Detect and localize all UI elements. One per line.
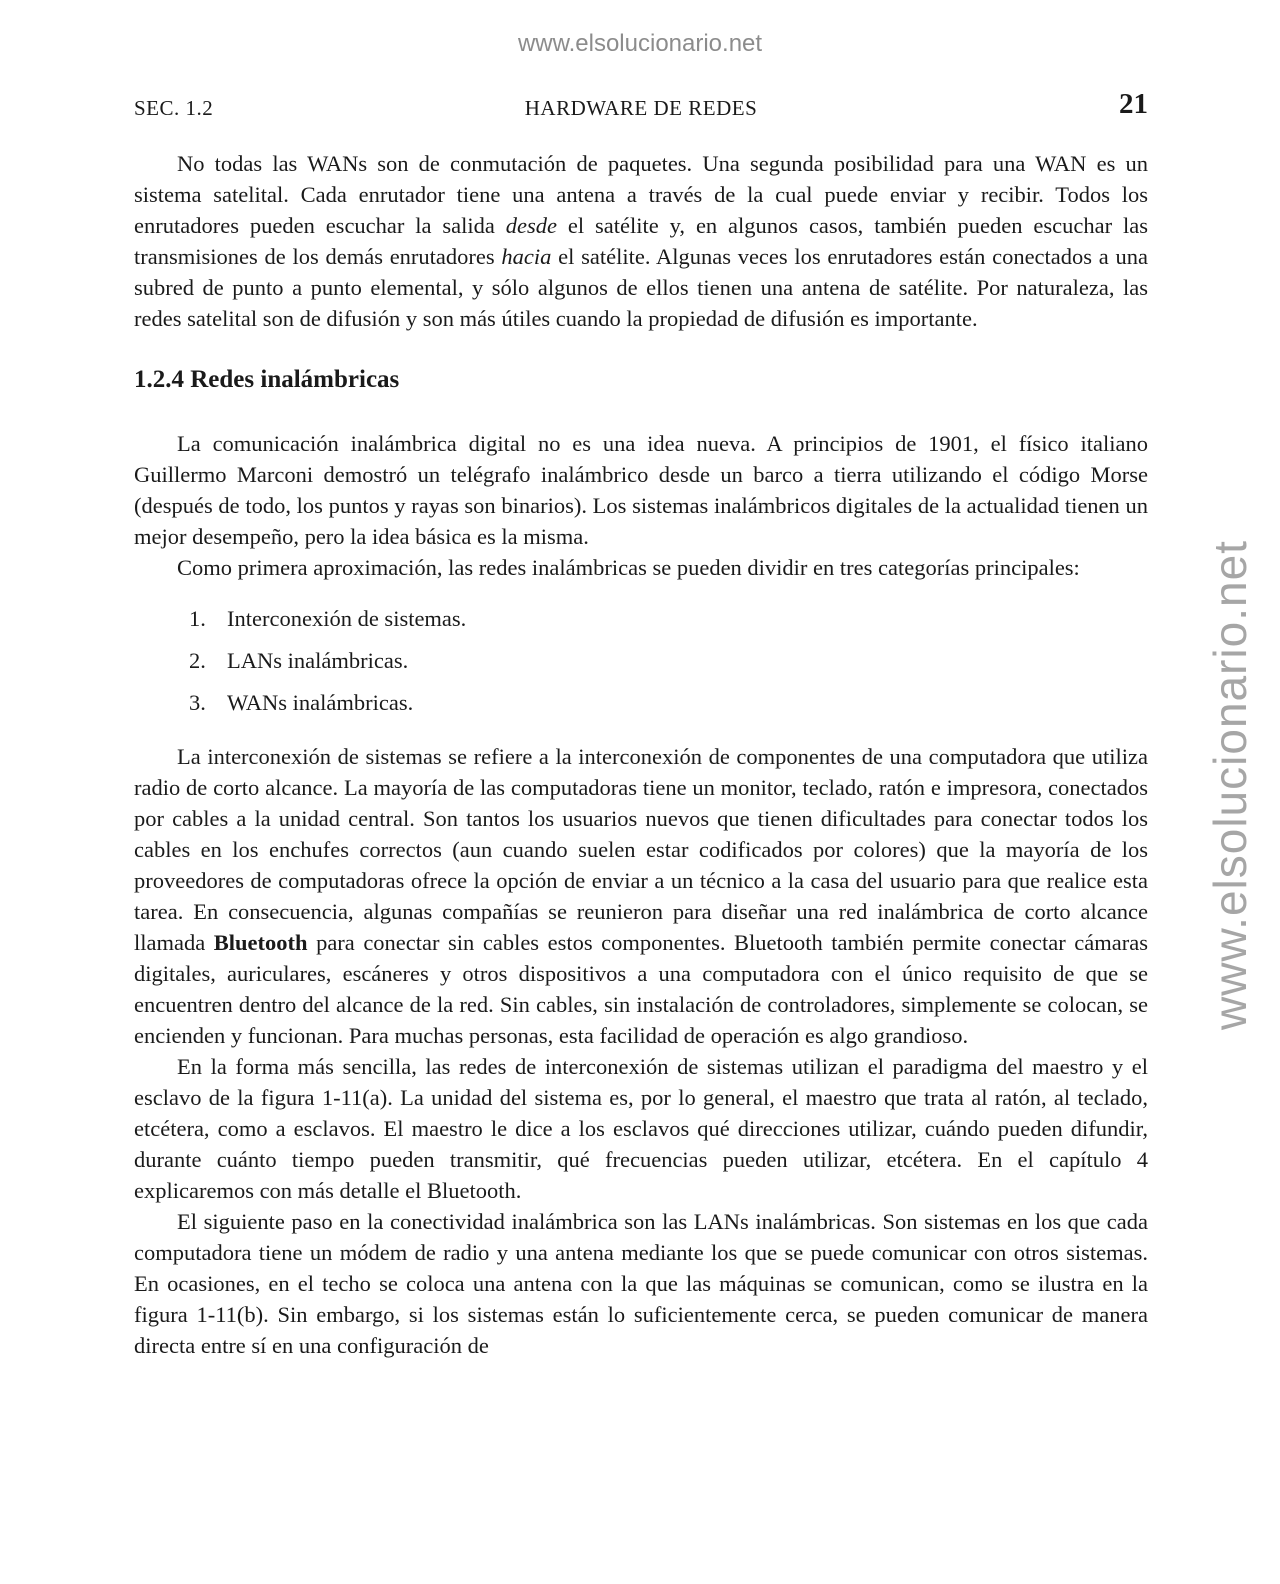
list-number: 2.: [189, 648, 206, 673]
list-text: LANs inalámbricas.: [227, 648, 409, 673]
italic-term: desde: [505, 213, 558, 238]
page-number: 21: [1119, 88, 1148, 120]
list-text: WANs inalámbricas.: [227, 690, 414, 715]
list-item: [189, 603, 1148, 634]
categories-list: [134, 603, 1148, 718]
running-head: [134, 88, 1148, 128]
list-number: 3.: [189, 690, 206, 715]
paragraph-satellite-wan: [134, 148, 1148, 334]
watermark-side: www.elsolucionario.net: [1204, 540, 1256, 1030]
list-item: [189, 687, 1148, 718]
list-number: 1.: [189, 606, 206, 631]
watermark-top: www.elsolucionario.net: [517, 30, 763, 57]
section-heading: 1.2.4 Redes inalámbricas: [134, 366, 400, 393]
text-run: el satélite y, en algunos casos, también pueden escuchar las transmisiones de los demás enrutadores: [134, 213, 1148, 269]
text-run: No todas las WANs son de conmutación de paquetes. Una segunda posibilidad para una WAN es un sistema satelital. Cada enrutador tiene una antena a través de la cual puede enviar y recibir. Todos los enrutadores pueden escuchar la salida: [134, 151, 1148, 238]
paragraph-master-slave: En la forma más sencilla, las redes de interconexión de sistemas utilizan el paradigma del maestro y el esclavo de la figura 1-11(a). La unidad del sistema es, por lo general, el maestro que trata al ratón, al teclado, etcétera, como a esclavos. El maestro le dice a los esclavos qué direcciones utilizar, cuándo pueden difundir, durante cuánto tiempo pueden transmitir, qué frecuencias pueden utilizar, etcétera. En el capítulo 4 explicaremos con más detalle el Bluetooth.: [134, 1054, 1148, 1203]
list-text: Interconexión de sistemas.: [227, 606, 467, 631]
running-title: HARDWARE DE REDES: [524, 96, 758, 120]
paragraph-wireless-lans: El siguiente paso en la conectividad inalámbrica son las LANs inalámbricas. Son sistemas en los que cada computadora tiene un módem de radio y una antena mediante los que se puede comunicar con otros sistemas. En ocasiones, en el techo se coloca una antena con la que las máquinas se comunican, como se ilustra en la figura 1-11(b). Sin embargo, si los sistemas están lo suficientemente cerca, se pueden comunicar de manera directa entre sí en una configuración de: [134, 1209, 1148, 1358]
text-run: para conectar sin cables estos componentes. Bluetooth también permite conectar cámaras digitales, auriculares, escáneres y otros dispositivos a una computadora con el único requisito de que se encuentren dentro del alcance de la red. Sin cables, sin instalación de controladores, simplemente se colocan, se encienden y funcionan. Para muchas personas, esta facilidad de operación es algo grandioso.: [134, 930, 1149, 1048]
paragraph-intro-wireless: La comunicación inalámbrica digital no es una idea nueva. A principios de 1901, el físico italiano Guillermo Marconi demostró un telégrafo inalámbrico desde un barco a tierra utilizando el código Morse (después de todo, los puntos y rayas son binarios). Los sistemas inalámbricos digitales de la actualidad tienen un mejor desempeño, pero la idea básica es la misma.: [134, 431, 1148, 549]
paragraph-categories: Como primera aproximación, las redes inalámbricas se pueden dividir en tres categorías principales:: [177, 555, 1080, 580]
paragraph-system-interconnection: [134, 741, 1148, 1051]
page-body: [134, 148, 1148, 1361]
text-run: el satélite. Algunas veces los enrutadores están conectados a una subred de punto a punto elemental, y sólo algunos de ellos tienen una antena de satélite. Por naturaleza, las redes satelital son de difusión y son más útiles cuando la propiedad de difusión es importante.: [134, 244, 1148, 331]
italic-term: hacia: [501, 244, 552, 269]
text-run: La interconexión de sistemas se refiere a la interconexión de componentes de una computadora que utiliza radio de corto alcance. La mayoría de las computadoras tiene un monitor, teclado, ratón e impresora, conectados por cables a la unidad central. Son tantos los usuarios nuevos que tienen dificultades para conectar todos los cables en los enchufes correctos (aun cuando suelen estar codificados por colores) que la mayoría de los proveedores de computadoras ofrece la opción de enviar a un técnico a la casa del usuario para que realice esta tarea. En consecuencia, algunas compañías se reunieron para diseñar una red inalámbrica de corto alcance llamada: [134, 744, 1148, 955]
bold-term: Bluetooth: [213, 930, 308, 955]
section-label: SEC. 1.2: [134, 96, 214, 120]
list-item: [189, 645, 1148, 676]
